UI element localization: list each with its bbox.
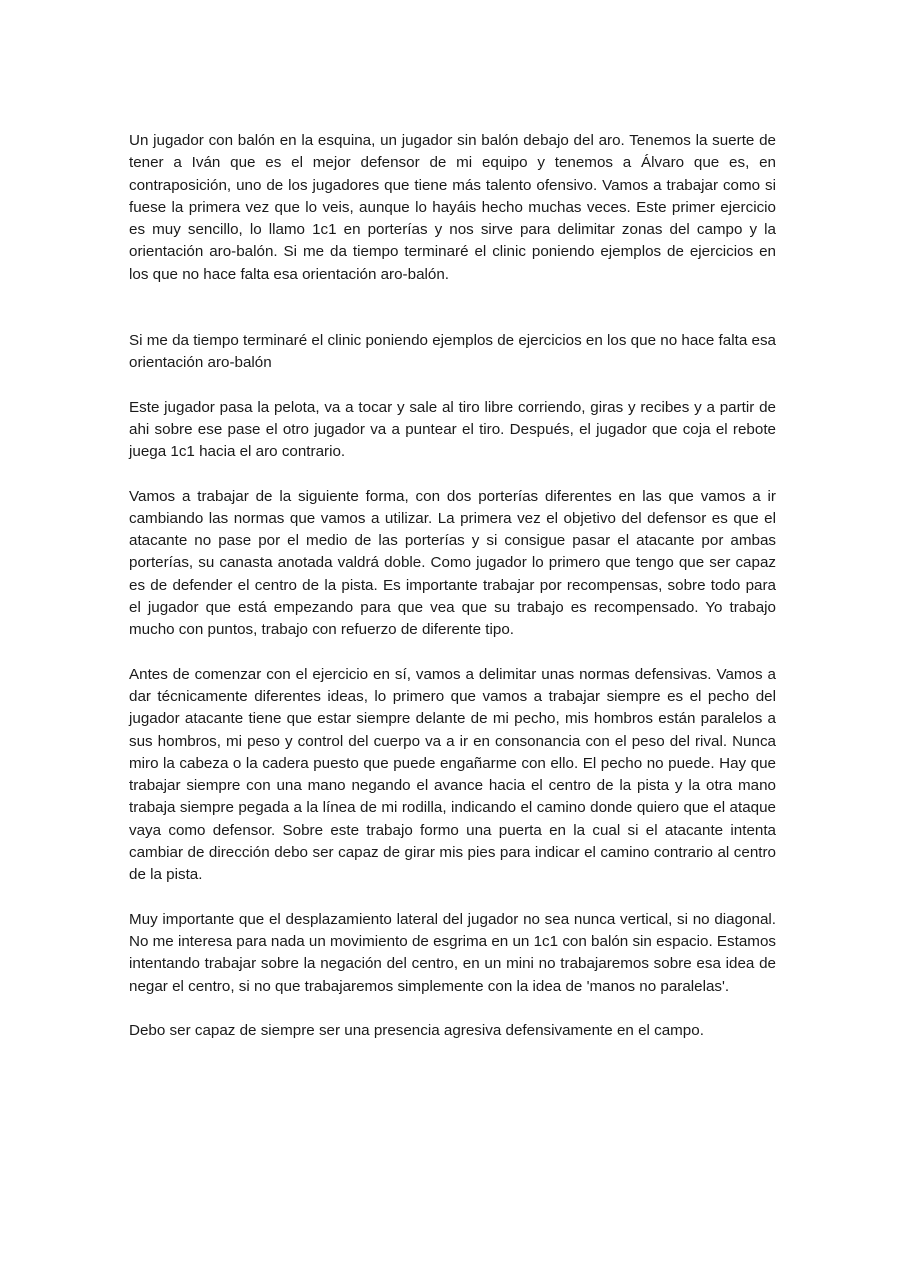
document-body	[129, 130, 776, 1042]
paragraph-3: Este jugador pasa la pelota, va a tocar y sale al tiro libre corriendo, giras y recibes y a partir de ahi sobre ese pase el otro jugador va a puntear el tiro. Después, el jugador que coja el rebote juega 1c1 hacia el aro contrario.	[129, 398, 776, 461]
paragraph-7: Debo ser capaz de siempre ser una presencia agresiva defensivamente en el campo.	[129, 1021, 704, 1039]
paragraph-2: Si me da tiempo terminaré el clinic poniendo ejemplos de ejercicios en los que no hace falta esa orientación aro-balón	[129, 332, 776, 372]
paragraph-6: Muy importante que el desplazamiento lateral del jugador no sea nunca vertical, si no diagonal. No me interesa para nada un movimiento de esgrima en un 1c1 con balón sin espacio. Estamos intentando trabajar sobre la negación del centro, en un mini no trabajaremos sobre esa idea de negar el centro, si no que trabajaremos simplemente con la idea de 'manos no paralelas'.	[129, 910, 776, 995]
paragraph-5: Antes de comenzar con el ejercicio en sí, vamos a delimitar unas normas defensivas. Vamos a dar técnicamente diferentes ideas, lo primero que vamos a trabajar siempre es el pecho del jugador atacante tiene que estar siempre delante de mi pecho, mis hombros están paralelos a sus hombros, mi peso y control del cuerpo va a ir en consonancia con el peso del rival. Nunca miro la cabeza o la cadera puesto que puede engañarme con ello. El pecho no puede. Hay que trabajar siempre con una mano negando el avance hacia el centro de la pista y la otra mano trabaja siempre pegada a la línea de mi rodilla, indicando el camino donde quiero que el ataque vaya como defensor. Sobre este trabajo formo una puerta en la cual si el atacante intenta cambiar de dirección debo ser capaz de girar mis pies para indicar el camino contrario al centro de la pista.	[129, 665, 776, 884]
paragraph-1: Un jugador con balón en la esquina, un jugador sin balón debajo del aro. Tenemos la suerte de tener a Iván que es el mejor defensor de mi equipo y tenemos a Álvaro que es, en contraposición, uno de los jugadores que tiene más talento ofensivo. Vamos a trabajar como si fuese la primera vez que lo veis, aunque lo hayáis hecho muchas veces. Este primer ejercicio es muy sencillo, lo llamo 1c1 en porterías y nos sirve para delimitar zonas del campo y la orientación aro-balón. Si me da tiempo terminaré el clinic poniendo ejemplos de ejercicios en los que no hace falta esa orientación aro-balón.	[129, 132, 776, 283]
paragraph-4: Vamos a trabajar de la siguiente forma, con dos porterías diferentes en las que vamos a ir cambiando las normas que vamos a utilizar. La primera vez el objetivo del defensor es que el atacante no pase por el medio de las porterías y si consigue pasar el atacante por ambas porterías, su canasta anotada valdrá doble. Como jugador lo primero que tengo que ser capaz es de defender el centro de la pista. Es importante trabajar por recompensas, sobre todo para el jugador que está empezando para que vea que su trabajo es recompensado. Yo trabajo mucho con puntos, trabajo con refuerzo de diferente tipo.	[129, 487, 776, 639]
